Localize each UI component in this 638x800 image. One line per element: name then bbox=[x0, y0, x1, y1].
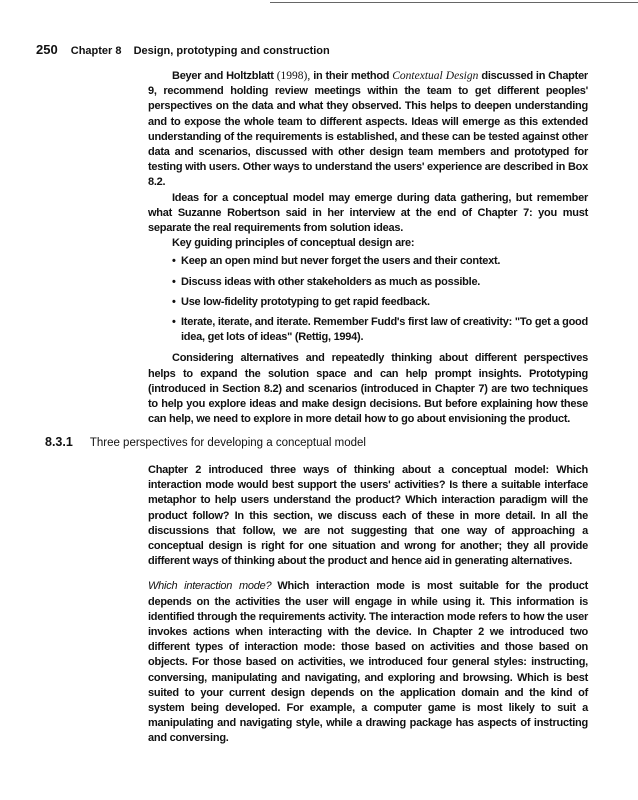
paragraph-ideas: Ideas for a conceptual model may emerge during data gathering, but remember what Suzanne Robertson said in her interview at the end of Chapter 7: you must separate the real requirements from solution ideas. bbox=[148, 191, 588, 235]
top-rule bbox=[270, 2, 638, 3]
list-item bbox=[148, 295, 588, 310]
section-title: Three perspectives for developing a conceptual model bbox=[89, 437, 366, 449]
bullet-icon: • bbox=[172, 255, 176, 268]
paragraph-three-ways: Chapter 2 introduced three ways of thinking about a conceptual model: Which interaction mode would best support the users' activities? Is there a suitable interface metaphor to help users understand the product? Which interaction paradigm will the product follow? In this section, we discuss each of these in more detail. In all the discussions that follow, we are not suggesting that one way of approaching a conceptual design is right for one situation and wrong for another; they all provide different ways of thinking about the product and hence aid in generating alternatives. bbox=[148, 464, 588, 568]
author-citation: Beyer and Holtzblatt bbox=[172, 70, 274, 82]
list-item-text: Discuss ideas with other stakeholders as much as possible. bbox=[181, 275, 481, 288]
list-item bbox=[148, 315, 588, 345]
paragraph-contextual-design bbox=[148, 69, 588, 191]
paragraph-gap bbox=[148, 569, 588, 579]
text-span: in their method bbox=[313, 70, 390, 82]
list-item-text: Keep an open mind but never forget the users and their context. bbox=[181, 255, 501, 268]
list-item bbox=[148, 254, 588, 269]
section-heading bbox=[45, 435, 366, 449]
run-in-heading: Which interaction mode? bbox=[148, 580, 272, 593]
paragraph-interaction-mode bbox=[148, 579, 588, 746]
principles-list bbox=[148, 254, 588, 345]
list-item-text: Use low-fidelity prototyping to get rapid feedback. bbox=[181, 295, 430, 308]
citation-year: (1998), bbox=[276, 70, 311, 82]
list-item bbox=[148, 275, 588, 290]
list-item-text: Iterate, iterate, and iterate. Remember Fudd's first law of creativity: "To get a good idea, get lots of ideas" (Rettig, 1994). bbox=[181, 316, 588, 344]
paragraph-alternatives: Considering alternatives and repeatedly thinking about different perspectives helps to expand the solution space and can help prompt insights. Prototyping (introduced in Section 8.2) and scenarios (introduced in Chapter 7) are two techniques to help you explore ideas and make design decisions. But before explaining how these can help, we need to explore in more detail how to go about envisioning the product. bbox=[148, 352, 588, 426]
section-number: 8.3.1 bbox=[45, 435, 73, 449]
running-header bbox=[36, 42, 330, 57]
page-number: 250 bbox=[36, 42, 58, 57]
bullet-icon: • bbox=[172, 316, 176, 329]
section-text bbox=[148, 463, 588, 747]
bullet-icon: • bbox=[172, 295, 176, 308]
text-span: Which interaction mode is most suitable for the product depends on the activities the user will engage in while using it. This information is identified through the requirements activity. The interaction mode refers to how the user invokes actions when interacting with the device. In Chapter 2 we introduced two different types of interaction mode: those based on activities and those based on objects. For those based on activities, we introduced four general styles: instructing, conversing, manipulating and navigating, and exploring and browsing. Which is best suited to your current design depends on the application domain and the kind of system being developed. For example, a computer game is most likely to suit a manipulating and navigating style, while a drawing package has aspects of instructing and conversing. bbox=[148, 580, 588, 745]
chapter-title: Design, prototyping and construction bbox=[133, 45, 330, 57]
paragraph-principles-intro: Key guiding principles of conceptual design are: bbox=[172, 237, 415, 250]
intro-text bbox=[148, 69, 588, 427]
bullet-icon: • bbox=[172, 275, 176, 288]
method-name: Contextual Design bbox=[392, 70, 479, 82]
text-span: discussed in Chapter 9, recommend holding review meetings within the team to get different peoples' perspectives on the data and what they observed. This helps to deepen understanding and to expose the whole team to different aspects. Ideas will emerge as this extended understanding of the requirements is established, and these can be tested against other data and scenarios, discussed with other design team members and prototyped for testing with users. Other ways to understand the users' experience are described in Box 8.2. bbox=[148, 70, 588, 189]
chapter-label: Chapter 8 bbox=[70, 45, 122, 57]
